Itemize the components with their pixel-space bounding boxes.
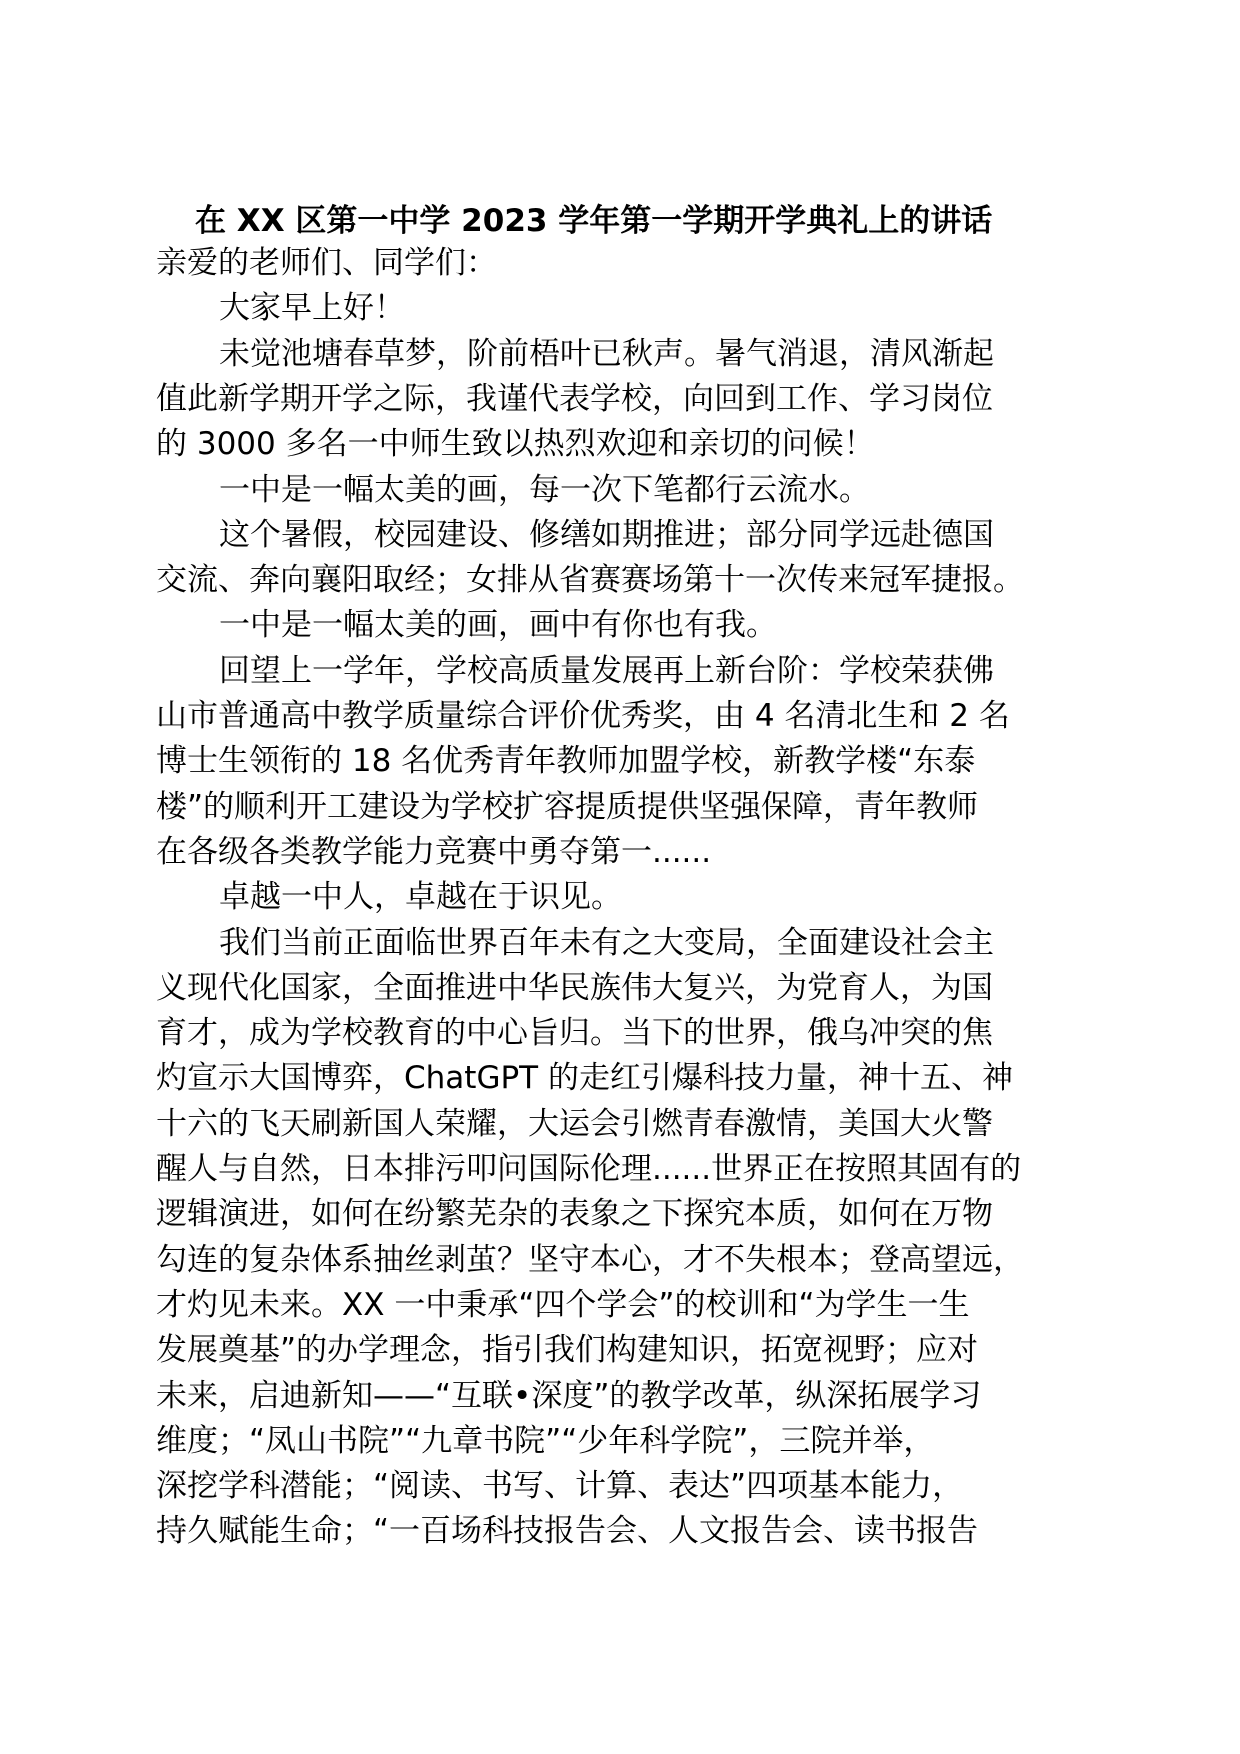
text-line: 值此新学期开学之际，我谨代表学校，向回到工作、学习岗位 [156, 380, 993, 417]
text-line: 逻辑演进，如何在纷繁芜杂的表象之下探究本质，如何在万物 [156, 1196, 993, 1233]
text-line: 亲爱的老师们、同学们： [156, 245, 497, 281]
text-line: 我们当前正面临世界百年未有之大变局，全面建设社会主 [219, 924, 994, 961]
text-line: 十六的飞天刷新国人荣耀，大运会引燃青春激情，美国大火警 [156, 1105, 993, 1142]
text-line: 发展奠基”的办学理念，指引我们构建知识，拓宽视野；应对 [156, 1332, 979, 1369]
text-line: 在各级各类教学能力竞赛中勇夺第一...... [156, 833, 712, 870]
text-line: 才灼见未来。XX 一中秉承“四个学会”的校训和“为学生一生 [156, 1286, 970, 1323]
text-line: 卓越一中人，卓越在于识见。 [219, 879, 622, 916]
text-line: 的 3000 多名一中师生致以热烈欢迎和亲切的问候！ [156, 426, 875, 463]
page-title: 在 XX 区第一中学 2023 学年第一学期开学典礼上的讲话 [195, 203, 993, 239]
text-line: 育才，成为学校教育的中心旨归。当下的世界，俄乌冲突的焦 [156, 1015, 993, 1052]
text-line: 这个暑假，校园建设、修缮如期推进；部分同学远赴德国 [219, 516, 994, 553]
text-line: 持久赋能生命；“一百场科技报告会、人文报告会、读书报告 [156, 1513, 979, 1550]
text-line: 未来，启迪新知——“互联•深度”的教学改革，纵深拓展学习 [156, 1377, 982, 1414]
text-line: 义现代化国家，全面推进中华民族伟大复兴，为党育人，为国 [156, 969, 993, 1006]
text-line: 楼”的顺利开工建设为学校扩容提质提供坚强保障，青年教师 [156, 788, 979, 825]
text-line: 未觉池塘春草梦，阶前梧叶已秋声。暑气消退，清风渐起 [219, 335, 994, 372]
text-line: 山市普通高中教学质量综合评价优秀奖，由 4 名清北生和 2 名 [156, 698, 1010, 734]
text-line: 大家早上好！ [219, 290, 405, 327]
text-line: 一中是一幅太美的画，每一次下笔都行云流水。 [219, 471, 870, 508]
text-line: 博士生领衔的 18 名优秀青年教师加盟学校，新教学楼“东泰 [156, 743, 976, 780]
text-line: 回望上一学年，学校高质量发展再上新台阶：学校荣获佛 [219, 652, 994, 689]
text-line: 维度；“凤山书院”“九章书院”“少年科学院”，三院并举， [156, 1422, 935, 1459]
text-line: 勾连的复杂体系抽丝剥茧？坚守本心，才不失根本；登高望远， [156, 1241, 1024, 1278]
text-line: 交流、奔向襄阳取经；女排从省赛赛场第十一次传来冠军捷报。 [156, 562, 1024, 599]
text-line: 一中是一幅太美的画，画中有你也有我。 [219, 607, 777, 644]
text-line: 灼宣示大国博弈，ChatGPT 的走红引爆科技力量，神十五、神 [156, 1060, 1013, 1097]
text-line: 深挖学科潜能；“阅读、书写、计算、表达”四项基本能力， [156, 1468, 964, 1505]
text-line: 醒人与自然，日本排污叩问国际伦理......世界正在按照其固有的 [156, 1151, 1022, 1187]
